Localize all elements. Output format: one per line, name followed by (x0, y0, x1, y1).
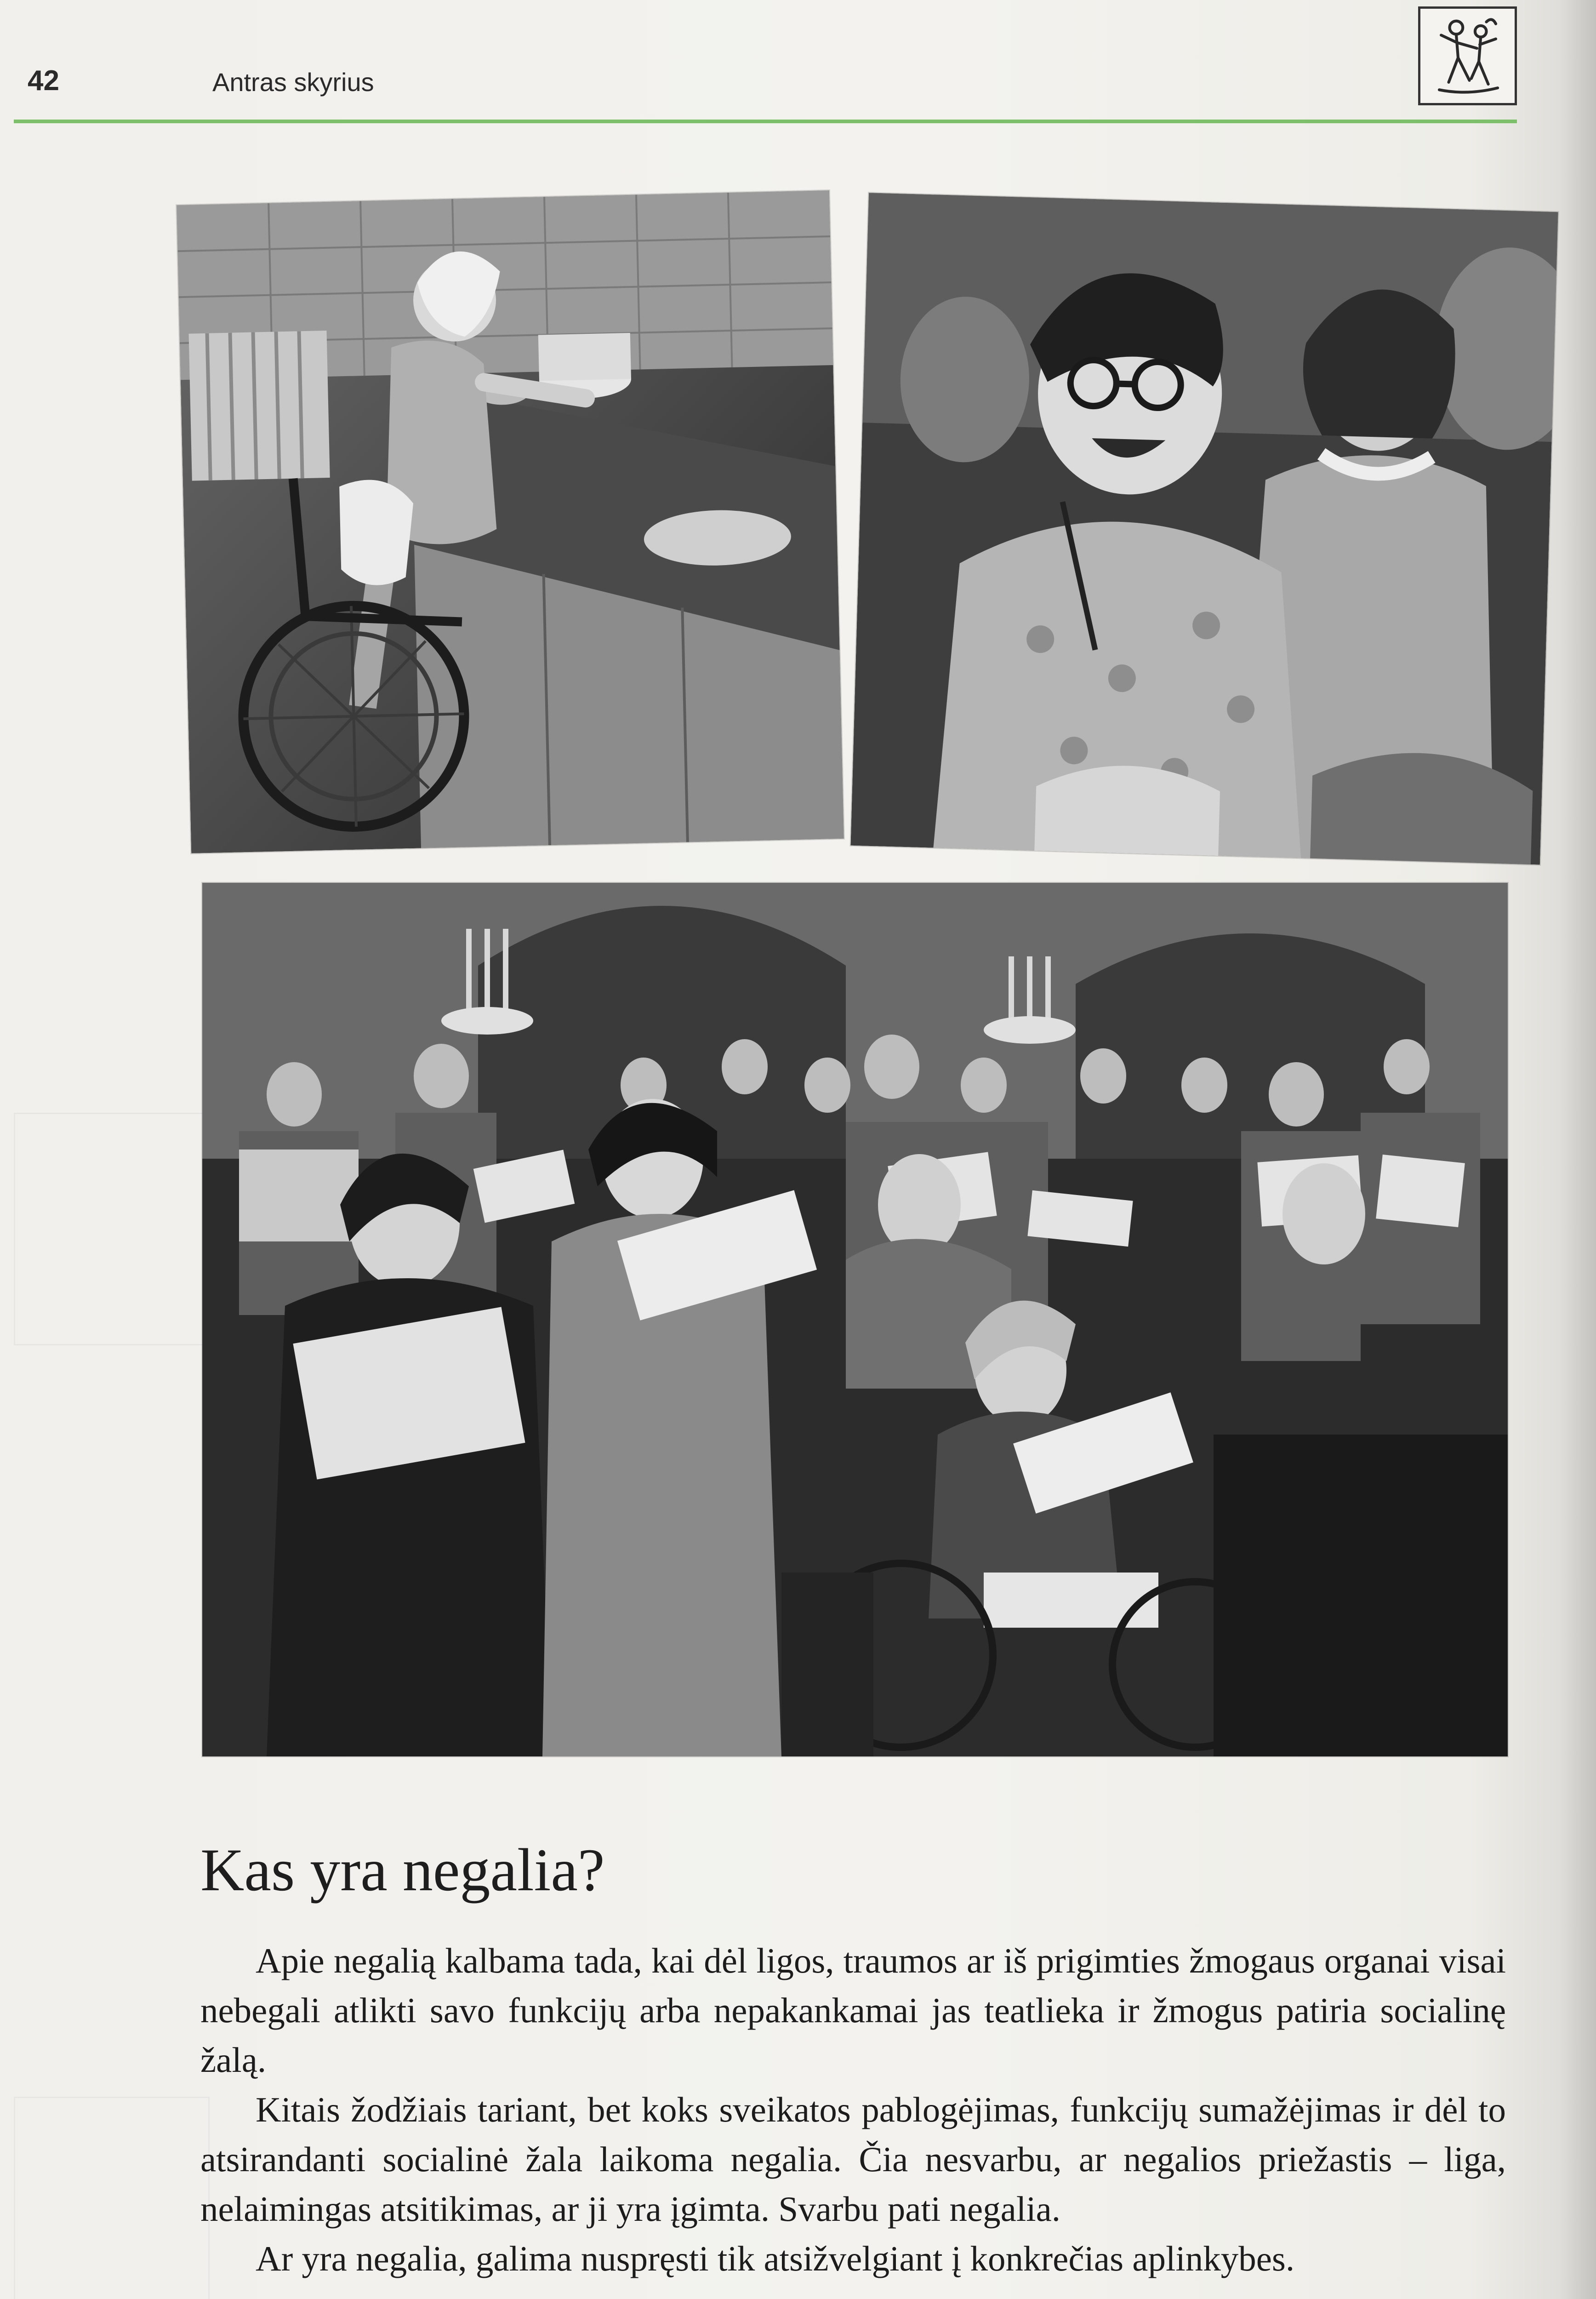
paragraph: Apie negalią kalbama tada, kai dėl ligos, traumos ar iš prigimties žmogaus organai visai nebegali atlikti savo funkcijų arba nepakankamai jas teatlieka ir žmogus patiria socialinę žalą. (200, 1941, 1506, 2080)
woman-in-wheelchair-kitchen-photo (177, 190, 844, 853)
laughing-women-photo (850, 193, 1558, 864)
choir-singing-photo (202, 883, 1508, 1756)
body-text (200, 1936, 1506, 2283)
page-edge-shadow (1559, 0, 1596, 2299)
page-number: 42 (28, 65, 59, 97)
chapter-title: Antras skyrius (212, 68, 374, 97)
dancing-figures-icon (1418, 6, 1517, 105)
bleed-through-box (14, 2097, 210, 2299)
paragraph: Ar yra negalia, galima nuspręsti tik atsižvelgiant į konkrečias aplinkybes. (256, 2239, 1295, 2278)
bleed-through-box (14, 1113, 210, 1345)
header-divider (14, 120, 1517, 123)
paragraph: Kitais žodžiais tariant, bet koks sveikatos pablogėjimas, funkcijų sumažėjimas ir dėl to atsirandanti socialinė žala laikoma negalia. Čia nesvarbu, ar negalios priežastis – liga, nelaimingas atsitikimas, ar ji yra įgimta. Svarbu pati negalia. (200, 2090, 1506, 2229)
section-heading: Kas yra negalia? (200, 1836, 605, 1904)
